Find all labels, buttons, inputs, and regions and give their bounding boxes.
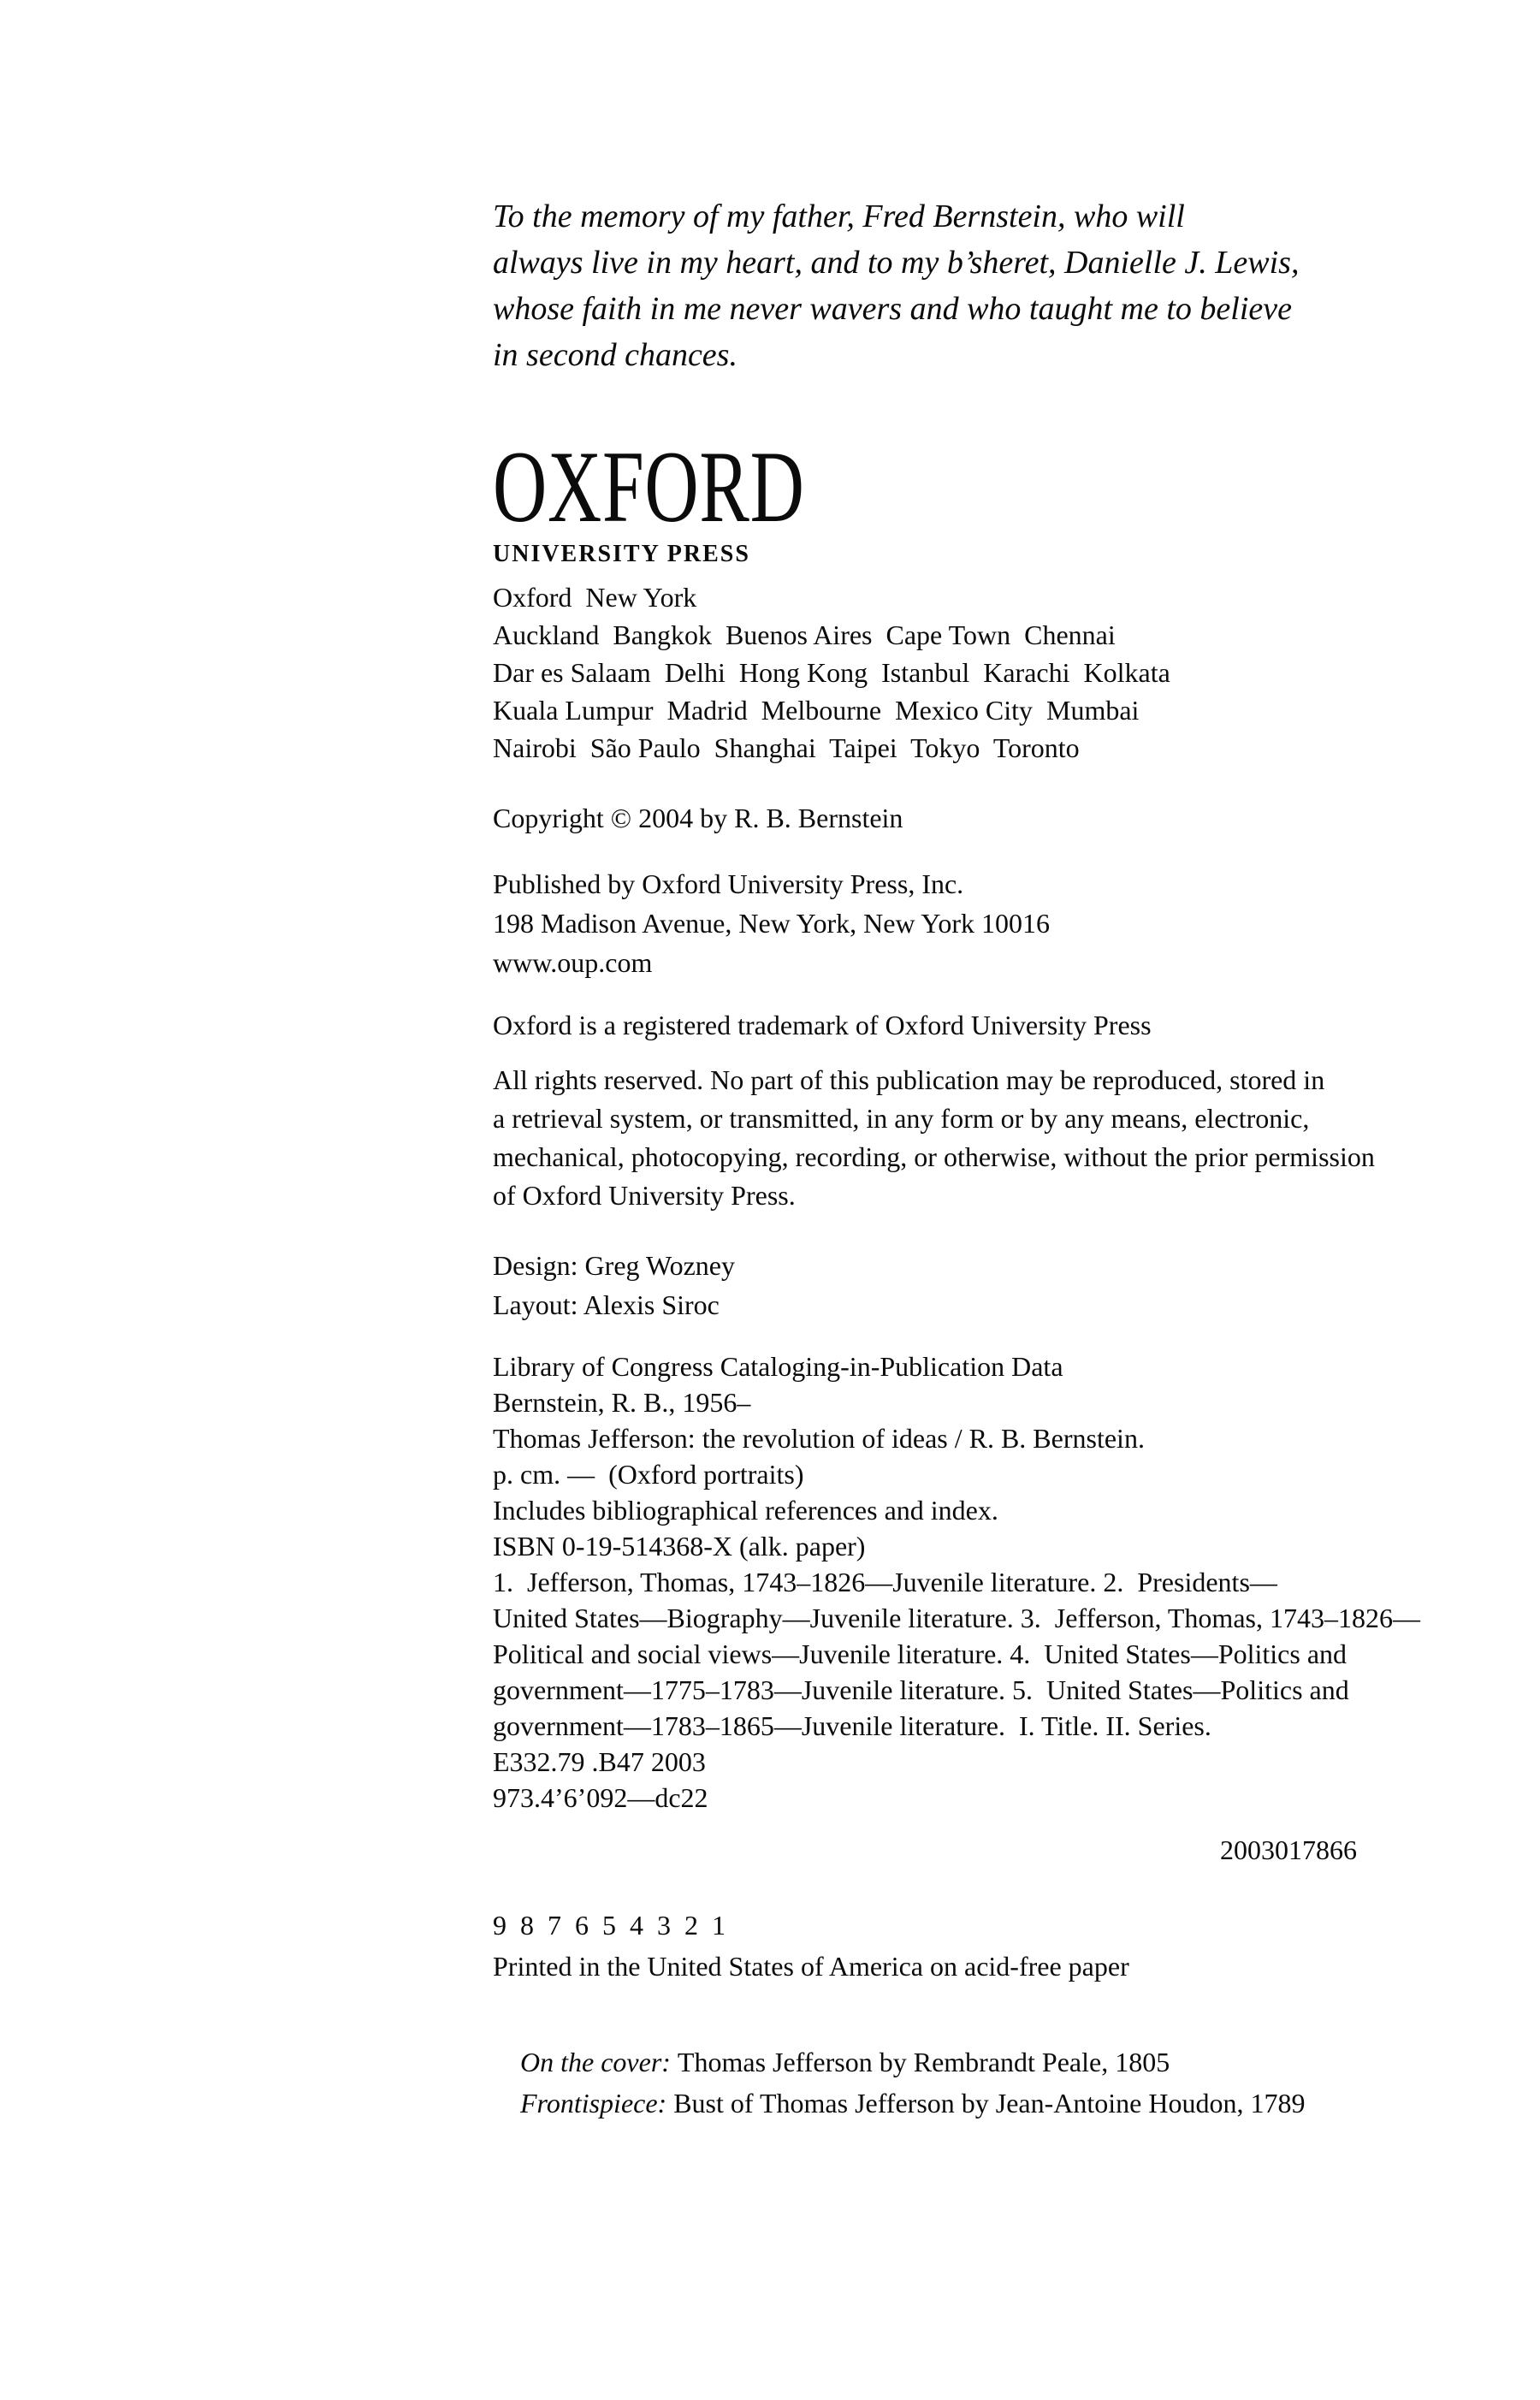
cip-line: Thomas Jefferson: the revolution of ideas / R. B. Bernstein.: [493, 1423, 1145, 1454]
dedication-line: To the memory of my father, Fred Bernstein, who will: [493, 199, 1185, 234]
address-line: Published by Oxford University Press, Inc.: [493, 868, 964, 899]
lccn-number: 2003017866: [1220, 1834, 1357, 1865]
trademark-line: Oxford is a registered trademark of Oxford University Press: [493, 1010, 1152, 1040]
frontispiece-note-text: Bust of Thomas Jefferson by Jean-Antoine Houdon, 1789: [673, 2088, 1306, 2119]
publisher-cities-list: [493, 578, 1170, 767]
dedication-line: in second chances.: [493, 337, 737, 373]
city-line: Nairobi São Paulo Shanghai Taipei Tokyo Toronto: [493, 732, 1080, 763]
cip-subject-line: Political and social views—Juvenile literature. 4. United States—Politics and: [493, 1639, 1348, 1669]
call-number-line: E332.79 .B47 2003: [493, 1746, 706, 1777]
frontispiece-note: [493, 2047, 1305, 2160]
cip-subject-line: government—1783–1865—Juvenile literature. I. Title. II. Series.: [493, 1710, 1211, 1741]
city-line: Auckland Bangkok Buenos Aires Cape Town Chennai: [493, 619, 1116, 650]
rights-line: a retrieval system, or transmitted, in any form or by any means, electronic,: [493, 1103, 1310, 1134]
publisher-address: [493, 864, 1050, 982]
cip-subject-line: government—1775–1783—Juvenile literature. 5. United States—Politics and: [493, 1674, 1349, 1705]
copyright-line: Copyright © 2004 by R. B. Bernstein: [493, 803, 903, 833]
isbn-line: ISBN 0-19-514368-X (alk. paper): [493, 1531, 866, 1561]
dedication-line: whose faith in me never wavers and who taught me to believe: [493, 291, 1292, 327]
cip-line: p. cm. — (Oxford portraits): [493, 1459, 804, 1490]
cataloging-in-publication-block: [493, 1348, 1420, 1816]
cover-note-label: On the cover:: [520, 2047, 671, 2077]
cip-subject-line: 1. Jefferson, Thomas, 1743–1826—Juvenile literature. 2. Presidents—: [493, 1567, 1277, 1597]
cip-line: Bernstein, R. B., 1956–: [493, 1387, 751, 1418]
cover-note-text: Thomas Jefferson by Rembrandt Peale, 1805: [677, 2047, 1170, 2077]
cip-line: Includes bibliographical references and index.: [493, 1495, 998, 1526]
oxford-logo-wordmark: OXFORD: [493, 430, 805, 543]
cip-subject-line: United States—Biography—Juvenile literature. 3. Jefferson, Thomas, 1743–1826—: [493, 1603, 1420, 1633]
cip-line: Library of Congress Cataloging-in-Publication Data: [493, 1351, 1063, 1382]
rights-line: of Oxford University Press.: [493, 1180, 796, 1211]
rights-notice: [493, 1061, 1375, 1215]
address-line: 198 Madison Avenue, New York, New York 10016: [493, 908, 1050, 939]
printed-notice: Printed in the United States of America on acid-free paper: [493, 1951, 1129, 1982]
rights-line: All rights reserved. No part of this publication may be reproduced, stored in: [493, 1064, 1325, 1095]
publisher-url: www.oup.com: [493, 947, 653, 978]
design-credit-line: Design: Greg Wozney: [493, 1250, 735, 1281]
dewey-number-line: 973.4’6’092—dc22: [493, 1782, 708, 1813]
dedication: [493, 193, 1299, 378]
frontispiece-note-label: Frontispiece:: [520, 2088, 667, 2119]
city-line: Dar es Salaam Delhi Hong Kong Istanbul Karachi Kolkata: [493, 657, 1170, 688]
printing-sequence: 9 8 7 6 5 4 3 2 1: [493, 1910, 726, 1941]
dedication-line: always live in my heart, and to my b’sheret, Danielle J. Lewis,: [493, 245, 1300, 281]
city-line: Oxford New York: [493, 582, 697, 613]
city-line: Kuala Lumpur Madrid Melbourne Mexico City Mumbai: [493, 695, 1140, 726]
rights-line: mechanical, photocopying, recording, or otherwise, without the prior permission: [493, 1141, 1375, 1172]
design-credits: [493, 1246, 735, 1324]
layout-credit-line: Layout: Alexis Siroc: [493, 1289, 720, 1320]
oxford-logo-subtitle: UNIVERSITY PRESS: [493, 541, 750, 567]
